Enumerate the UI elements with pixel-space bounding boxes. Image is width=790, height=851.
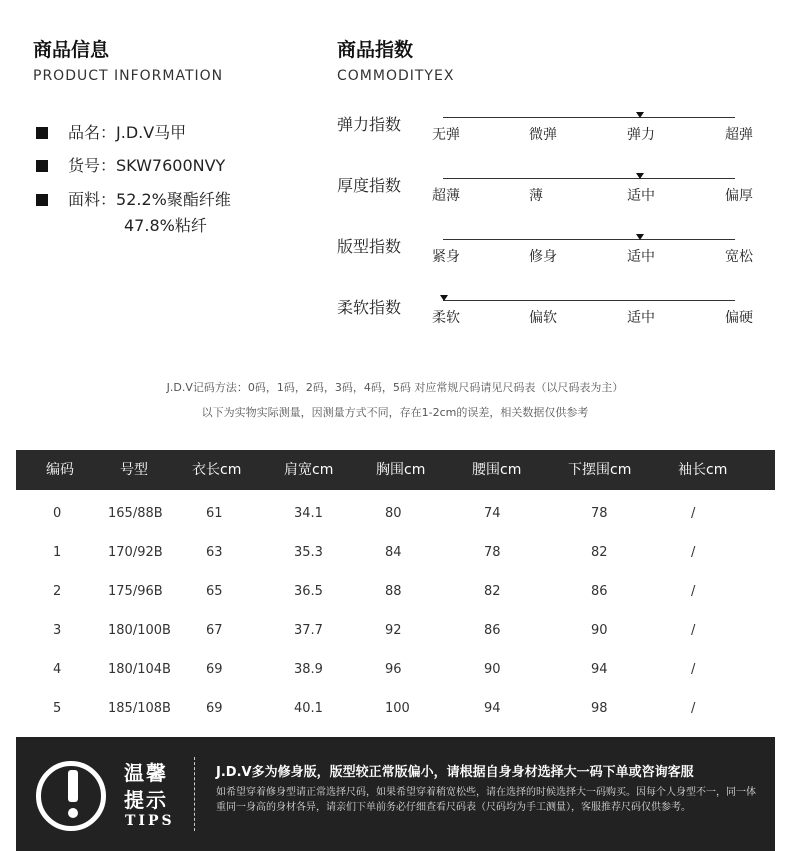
exclamation-bar <box>68 770 78 802</box>
bullet-square-icon <box>36 160 48 172</box>
table-cell: 82 <box>484 584 501 599</box>
index-option: 适中 <box>627 249 655 265</box>
table-cell: 175/96B <box>108 584 163 599</box>
table-cell: / <box>691 701 696 716</box>
table-cell: 5 <box>53 701 62 716</box>
index-scale-line <box>443 178 735 179</box>
table-cell: 92 <box>385 623 402 638</box>
table-cell: 61 <box>206 506 223 521</box>
table-cell: / <box>691 506 696 521</box>
info-value: SKW7600NVY <box>116 156 226 175</box>
index-option: 超弹 <box>725 127 753 143</box>
table-cell: 82 <box>591 545 608 560</box>
table-cell: 94 <box>591 662 608 677</box>
table-cell: 96 <box>385 662 402 677</box>
tips-headline: J.D.V多为修身版，版型较正常版偏小，请根据自身身材选择大一码下单或咨询客服 <box>216 765 694 780</box>
col-header-waist: 腰围cm <box>472 462 522 478</box>
col-header-code: 编码 <box>46 462 74 478</box>
index-option: 紧身 <box>432 249 460 265</box>
product-info-title: 商品信息 <box>33 39 110 61</box>
table-cell: 98 <box>591 701 608 716</box>
table-cell: 74 <box>484 506 501 521</box>
tips-divider <box>194 757 196 831</box>
size-table-header <box>16 450 775 490</box>
tips-title-line2: 提示 <box>124 788 168 812</box>
info-value: 52.2%聚酯纤维 <box>116 190 231 209</box>
index-option: 无弹 <box>432 127 460 143</box>
table-cell: 34.1 <box>294 506 323 521</box>
tips-title-line1: 温馨 <box>124 761 168 785</box>
index-option: 偏硬 <box>725 310 753 326</box>
index-marker-icon <box>636 112 644 118</box>
table-cell: 100 <box>385 701 410 716</box>
index-scale-line <box>443 117 735 118</box>
table-cell: 35.3 <box>294 545 323 560</box>
table-cell: / <box>691 584 696 599</box>
table-cell: 94 <box>484 701 501 716</box>
size-note-1: J.D.V记码方法：0码，1码，2码，3码，4码，5码 对应常规尺码请见尺码表（以尺码表为主） <box>166 381 624 394</box>
bullet-square-icon <box>36 127 48 139</box>
index-option: 薄 <box>529 188 543 204</box>
table-cell: 185/108B <box>108 701 171 716</box>
info-row-sku <box>36 153 225 176</box>
table-cell: 67 <box>206 623 223 638</box>
table-cell: 78 <box>484 545 501 560</box>
col-header-length: 衣长cm <box>192 462 242 478</box>
index-option: 宽松 <box>725 249 753 265</box>
table-cell: 80 <box>385 506 402 521</box>
index-option: 偏厚 <box>725 188 753 204</box>
commodity-index-subtitle: COMMODITYEX <box>337 68 455 84</box>
index-option: 微弹 <box>529 127 557 143</box>
table-cell: 180/104B <box>108 662 171 677</box>
table-cell: 78 <box>591 506 608 521</box>
table-cell: 2 <box>53 584 62 599</box>
table-cell: 0 <box>53 506 62 521</box>
table-cell: / <box>691 662 696 677</box>
table-cell: 84 <box>385 545 402 560</box>
index-label: 版型指数 <box>337 237 402 256</box>
table-cell: 86 <box>484 623 501 638</box>
info-fabric-value-2: 47.8%粘纤 <box>124 216 207 235</box>
table-cell: 90 <box>484 662 501 677</box>
col-header-chest: 胸围cm <box>376 462 426 478</box>
table-cell: 63 <box>206 545 223 560</box>
index-marker-icon <box>636 234 644 240</box>
index-option: 超薄 <box>432 188 460 204</box>
info-label: 货号： <box>68 156 117 175</box>
size-note-2: 以下为实物实际测量，因测量方式不同，存在1-2cm的误差，相关数据仅供参考 <box>201 406 589 419</box>
info-row-fabric <box>36 187 231 210</box>
info-value: J.D.V马甲 <box>116 123 187 142</box>
table-cell: 90 <box>591 623 608 638</box>
index-label: 弹力指数 <box>337 115 402 134</box>
index-label: 厚度指数 <box>337 176 402 195</box>
table-cell: 88 <box>385 584 402 599</box>
tips-body: 如希望穿着修身型请正常选择尺码，如果希望穿着稍宽松些，请在选择的时候选择大一码购买。因每个人身型不一，同一体重同一身高的身材各异，请亲们下单前务必仔细查看尺码表（尺码均为手工测量），客服推荐尺码仅供参考。 <box>216 787 756 813</box>
table-cell: 1 <box>53 545 62 560</box>
col-header-sleeve: 袖长cm <box>678 462 728 478</box>
table-cell: / <box>691 545 696 560</box>
index-option: 适中 <box>627 188 655 204</box>
commodity-index-title: 商品指数 <box>337 39 414 61</box>
index-marker-icon <box>440 295 448 301</box>
table-cell: 4 <box>53 662 62 677</box>
index-option: 偏软 <box>529 310 557 326</box>
product-info-subtitle: PRODUCT INFORMATION <box>33 68 224 84</box>
index-label: 柔软指数 <box>337 298 402 317</box>
index-marker-icon <box>636 173 644 179</box>
col-header-size: 号型 <box>120 462 148 478</box>
table-cell: 65 <box>206 584 223 599</box>
index-option: 适中 <box>627 310 655 326</box>
index-scale-line <box>443 239 735 240</box>
exclamation-dot <box>68 808 78 818</box>
col-header-shoulder: 肩宽cm <box>284 462 334 478</box>
table-cell: 36.5 <box>294 584 323 599</box>
tips-tag: TIPS <box>125 813 175 829</box>
index-scale-line <box>443 300 735 301</box>
index-option: 弹力 <box>627 127 655 143</box>
info-label: 面料： <box>68 190 117 209</box>
table-cell: 3 <box>53 623 62 638</box>
table-cell: 69 <box>206 662 223 677</box>
bullet-square-icon <box>36 194 48 206</box>
table-cell: 38.9 <box>294 662 323 677</box>
table-cell: 165/88B <box>108 506 163 521</box>
table-cell: 40.1 <box>294 701 323 716</box>
info-label: 品名： <box>68 123 117 142</box>
table-cell: 69 <box>206 701 223 716</box>
table-cell: 86 <box>591 584 608 599</box>
table-cell: / <box>691 623 696 638</box>
table-cell: 170/92B <box>108 545 163 560</box>
tips-banner <box>16 737 775 851</box>
col-header-hem: 下摆围cm <box>568 462 632 478</box>
table-cell: 180/100B <box>108 623 171 638</box>
table-cell: 37.7 <box>294 623 323 638</box>
index-option: 修身 <box>529 249 557 265</box>
index-option: 柔软 <box>432 310 460 326</box>
info-row-name <box>36 120 186 143</box>
